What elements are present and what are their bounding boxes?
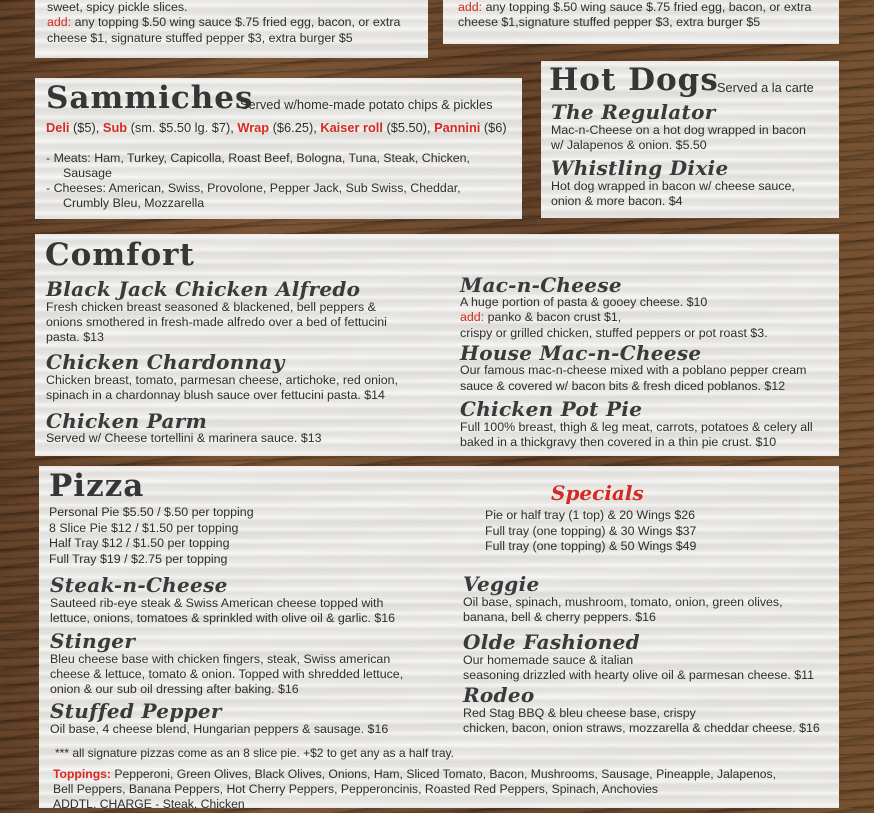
menu-item-name: Mac-n-Cheese [460, 273, 622, 297]
burger-notes-panel [443, 0, 839, 44]
add-ons-line [458, 0, 811, 16]
section-subtitle: Served a la carte [717, 80, 814, 95]
add-label: add: [47, 15, 72, 29]
menu-item-desc: lettuce, onions, tomatoes & sprinkled with olive oil & garlic. $16 [50, 611, 396, 625]
menu-item-name: Black Jack Chicken Alfredo [46, 277, 361, 301]
section-title: Sammiches [46, 80, 254, 116]
special-deal: Pie or half tray (1 top) & 20 Wings $26 [485, 508, 696, 522]
note-line: cheese $1,signature stuffed pepper $3, extra burger $5 [458, 15, 761, 29]
option-price: (sm. $5.50 lg. $7), [127, 120, 238, 135]
menu-item-desc: crispy or grilled chicken, stuffed peppers or pot roast $3. [460, 326, 768, 340]
menu-item-desc: spinach in a chardonnay blush sauce over fettucini pasta. $14 [46, 388, 385, 402]
toppings-line: ADDTL. CHARGE - Steak, Chicken [53, 797, 245, 811]
menu-item-name: Whistling Dixie [551, 156, 729, 180]
option-price: ($6) [480, 120, 507, 135]
menu-item-name: Olde Fashioned [463, 630, 640, 654]
menu-item-desc: onions smothered in fresh-made alfredo over a bed of fettucini [46, 315, 387, 329]
pizza-price: Half Tray $12 / $1.50 per topping [49, 536, 230, 550]
menu-item-desc: cheese & lettuce, tomato & onion. Topped with shredded lettuce, [50, 667, 404, 681]
toppings-line [53, 767, 776, 783]
cheeses-list: - Cheeses: American, Swiss, Provolone, Pepper Jack, Sub Swiss, Cheddar, [46, 181, 461, 195]
add-label: add: [458, 0, 483, 14]
option-price: ($5.50), [382, 120, 435, 135]
menu-item-desc: Red Stag BBQ & bleu cheese base, crispy [463, 706, 696, 720]
menu-item-desc: baked in a thickgravy then covered in a thin pie crust. $10 [460, 435, 777, 449]
menu-item-desc: Oil base, 4 cheese blend, Hungarian peppers & sausage. $16 [50, 722, 389, 736]
meats-list: Sausage [63, 166, 112, 180]
menu-item-desc: Mac-n-Cheese on a hot dog wrapped in bacon [551, 123, 806, 137]
menu-item-desc: Oil base, spinach, mushroom, tomato, onion, green olives, [463, 595, 783, 609]
menu-item-desc: Fresh chicken breast seasoned & blackened, bell peppers & [46, 300, 376, 314]
pizza-price: 8 Slice Pie $12 / $1.50 per topping [49, 521, 239, 535]
pizza-price: Personal Pie $5.50 / $.50 per topping [49, 505, 254, 519]
cheeses-list: Crumbly Bleu, Mozzarella [63, 196, 205, 210]
toppings-text: Pepperoni, Green Olives, Black Olives, Onions, Ham, Sliced Tomato, Bacon, Mushrooms, Sausage, Pineapple, Jalapenos, [111, 767, 777, 781]
option-name: Sub [102, 120, 128, 135]
add-ons-text: panko & bacon crust $1, [484, 310, 622, 324]
menu-item-name: Stuffed Pepper [50, 699, 222, 723]
menu-item-desc: banana, bell & cherry peppers. $16 [463, 610, 656, 624]
hot-dogs-panel [541, 61, 839, 218]
add-ons-text: any topping $.50 wing sauce $.75 fried egg, bacon, or extra [482, 0, 812, 14]
menu-item-desc: onion & our sub oil dressing after baking. $16 [50, 682, 299, 696]
menu-item-name: Stinger [50, 629, 136, 653]
menu-item-desc: Hot dog wrapped in bacon w/ cheese sauce, [551, 179, 795, 193]
toppings-label: Toppings: [53, 767, 111, 781]
menu-item-name: Steak-n-Cheese [50, 573, 228, 597]
option-name: Wrap [237, 120, 270, 135]
option-price: ($5), [69, 120, 103, 135]
menu-item-desc: onion & more bacon. $4 [551, 194, 683, 208]
menu-item-desc: Sauteed rib-eye steak & Swiss American cheese topped with [50, 596, 384, 610]
option-name: Pannini [434, 120, 481, 135]
specials-title: Specials [551, 481, 644, 505]
menu-item-desc: Served w/ Cheese tortellini & marinera sauce. $13 [46, 431, 322, 445]
bread-options [46, 120, 507, 136]
section-subtitle: Served w/home-made potato chips & pickles [240, 97, 493, 112]
option-name: Deli [46, 120, 70, 135]
sammiches-panel [35, 78, 522, 219]
note-line: cheese $1, signature stuffed pepper $3, extra burger $5 [47, 31, 353, 45]
sammich-notes-panel [35, 0, 428, 58]
menu-item-desc: pasta. $13 [46, 330, 104, 344]
add-ons-line [47, 15, 400, 31]
toppings-line: Bell Peppers, Banana Peppers, Hot Cherry Peppers, Pepperoncinis, Roasted Red Peppers, Spinach, Anchovies [53, 782, 658, 796]
menu-item-desc: Bleu cheese base with chicken fingers, steak, Swiss american [50, 652, 391, 666]
pizza-price: Full Tray $19 / $2.75 per topping [49, 552, 228, 566]
menu-item-desc: Our homemade sauce & italian [463, 653, 634, 667]
add-ons-line [460, 310, 621, 326]
section-title: Hot Dogs [549, 62, 719, 98]
section-title: Comfort [45, 237, 195, 273]
option-price: ($6.25), [269, 120, 321, 135]
pizza-note: *** all signature pizzas come as an 8 slice pie. +$2 to get any as a half tray. [55, 746, 454, 760]
menu-item-desc: chicken, bacon, onion straws, mozzarella & cheddar cheese. $16 [463, 721, 820, 735]
menu-item-desc: Our famous mac-n-cheese mixed with a poblano pepper cream [460, 363, 807, 377]
menu-item-desc: sauce & covered w/ bacon bits & fresh diced poblanos. $12 [460, 379, 786, 393]
menu-item-name: Chicken Chardonnay [46, 350, 285, 374]
menu-item-name: Veggie [463, 572, 540, 596]
menu-item-name: Chicken Pot Pie [460, 397, 643, 421]
special-deal: Full tray (one topping) & 50 Wings $49 [485, 539, 697, 553]
menu-item-name: Rodeo [463, 683, 535, 707]
menu-item-name: House Mac-n-Cheese [460, 341, 702, 365]
section-title: Pizza [49, 468, 145, 504]
menu-item-desc: Chicken breast, tomato, parmesan cheese, artichoke, red onion, [46, 373, 398, 387]
menu-item-desc: w/ Jalapenos & onion. $5.50 [551, 138, 707, 152]
add-label: add: [460, 310, 485, 324]
menu-item-desc: Full 100% breast, thigh & leg meat, carrots, potatoes & celery all [460, 420, 813, 434]
menu-item-name: The Regulator [551, 100, 716, 124]
option-name: Kaiser roll [320, 120, 383, 135]
menu-item-desc: A huge portion of pasta & gooey cheese. $10 [460, 295, 708, 309]
menu-item-name: Chicken Parm [46, 409, 208, 433]
special-deal: Full tray (one topping) & 30 Wings $37 [485, 524, 697, 538]
comfort-panel [35, 234, 839, 456]
pizza-panel [39, 466, 839, 811]
menu-item-desc: seasoning drizzled with hearty olive oil & parmesan cheese. $11 [463, 668, 815, 682]
meats-list: - Meats: Ham, Turkey, Capicolla, Roast Beef, Bologna, Tuna, Steak, Chicken, [46, 151, 471, 165]
note-line: sweet, spicy pickle slices. [47, 0, 188, 14]
add-ons-text: any topping $.50 wing sauce $.75 fried egg, bacon, or extra [71, 15, 401, 29]
